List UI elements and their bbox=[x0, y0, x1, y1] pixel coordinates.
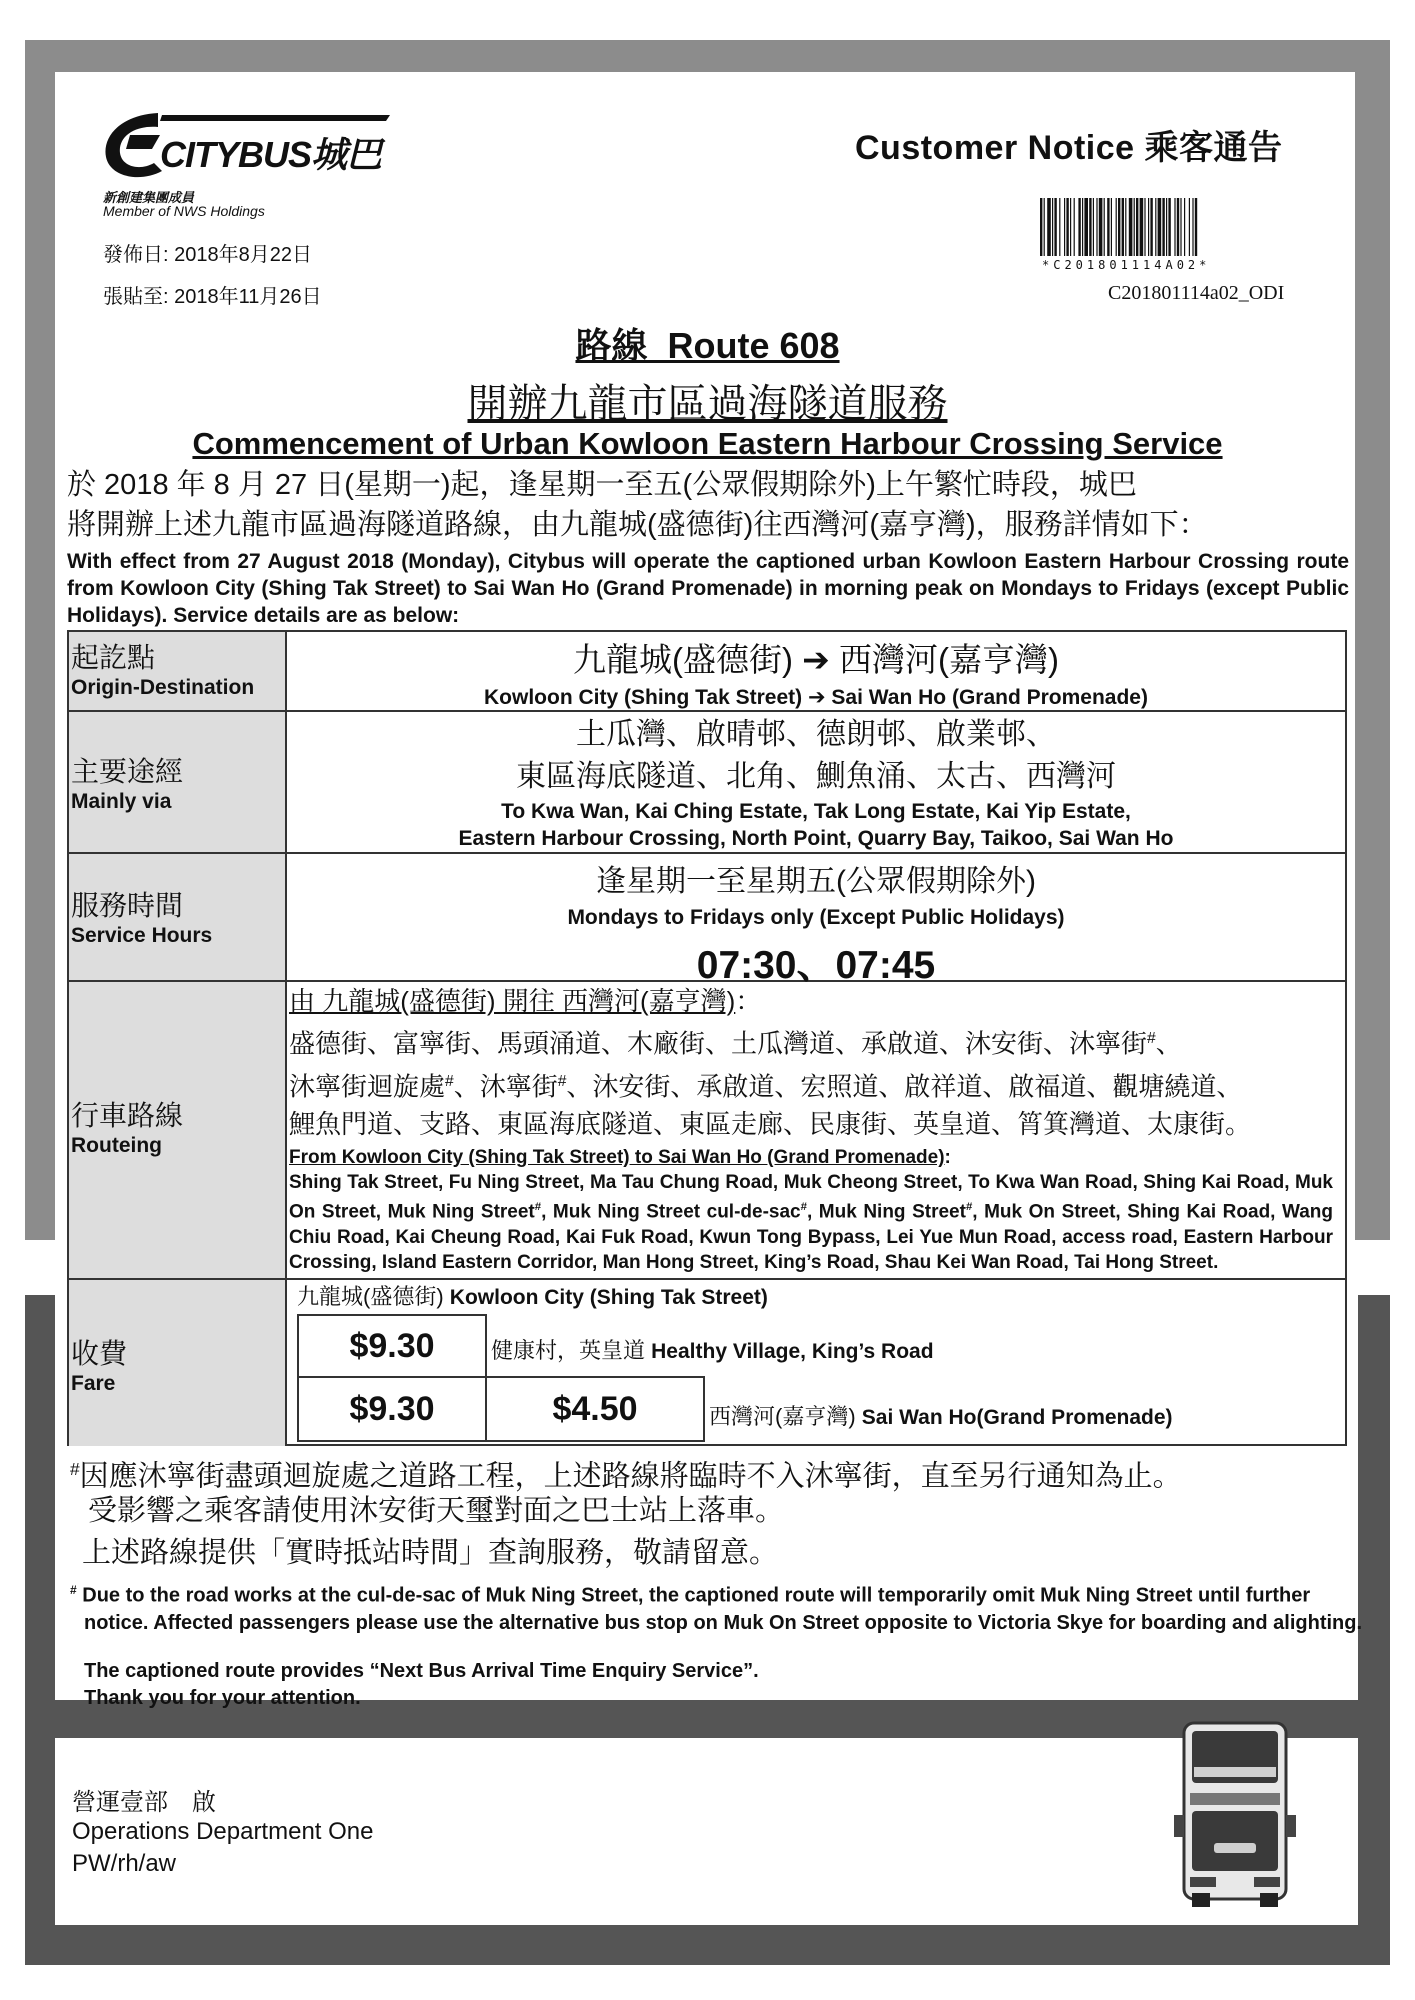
issue-date-line bbox=[103, 238, 312, 267]
note-en-line1 bbox=[70, 1577, 1369, 1637]
post-date: 2018年11月26日 bbox=[174, 286, 322, 308]
od-value-cn: 九龍城(盛德街) ➔ 西灣河(嘉亨灣) bbox=[573, 641, 1059, 678]
barcode-bar bbox=[1078, 198, 1080, 256]
barcode-bar bbox=[1140, 198, 1144, 256]
citybus-logo bbox=[100, 105, 390, 183]
frame-bottom-base bbox=[25, 1925, 1390, 1965]
barcode-bar bbox=[1047, 198, 1051, 256]
barcode-bar bbox=[1177, 198, 1179, 256]
barcode-bar bbox=[1093, 198, 1094, 256]
barcode-bar bbox=[1148, 198, 1149, 256]
note-cn1: 因應沐寧街盡頭迴旋處之道路工程，上述路線將臨時不入沐寧街，直至另行通知為止。 bbox=[79, 1460, 1182, 1493]
label-cn: 服務時間 bbox=[71, 890, 184, 921]
routeing-en-d: , Muk On Street, Shing Kai Road, Wang Chiu Road, Kai Cheung Road, Kai Fuk Road, Kwun Tong Bypass, Lei Yue Mun Road, access road, Eastern Harbour Crossing, Island Eastern Corridor, Man Hong Street, King’s Road, Shau Kei Wan Road, Tai Hong Street. bbox=[289, 1201, 1333, 1273]
routeing-en-body bbox=[289, 1170, 1345, 1274]
signature-dept-cn: 營運壹部 啟 bbox=[72, 1789, 216, 1816]
routeing-cn-heading-text: 由 九龍城(盛德街) 開往 西灣河(嘉亨灣) bbox=[289, 986, 736, 1016]
routeing-cn-line3: 鯉魚門道、支路、東區海底隧道、東區走廊、民康街、英皇道、筲箕灣道、太康街。 bbox=[289, 1109, 1252, 1140]
barcode-bar bbox=[1184, 198, 1185, 256]
barcode-bar bbox=[1168, 198, 1170, 256]
barcode-bar bbox=[1082, 198, 1083, 256]
reference-code: C201801114a02_ODI bbox=[1108, 282, 1285, 304]
barcode-bar bbox=[1044, 198, 1045, 256]
fare-box-1: $9.30 bbox=[297, 1314, 487, 1378]
routeing-cn-heading bbox=[289, 982, 1345, 1020]
barcode-bar bbox=[1118, 198, 1120, 256]
via-cn-line1: 土瓜灣、啟晴邨、德朗邨、啟業邨、 bbox=[576, 718, 1056, 751]
post-date-line bbox=[103, 280, 322, 309]
logo-wordmark: CITYBUS城巴 bbox=[160, 134, 382, 175]
via-en-line2: Eastern Harbour Crossing, North Point, Quarry Bay, Taikoo, Sai Wan Ho bbox=[458, 827, 1174, 850]
note-en-line2: The captioned route provides “Next Bus Arrival Time Enquiry Service”. bbox=[84, 1660, 759, 1682]
fare-stop2-en: Healthy Village, King’s Road bbox=[651, 1340, 934, 1363]
barcode-bar bbox=[1107, 198, 1109, 256]
notice-title: Customer Notice 乘客通告 bbox=[855, 129, 1283, 167]
fare-cell bbox=[287, 1280, 1345, 1446]
hash-mark: # bbox=[800, 1201, 807, 1214]
routeing-en-heading-text: From Kowloon City (Shing Tak Street) to Sai Wan Ho (Grand Promenade) bbox=[289, 1147, 945, 1169]
hours-en: Mondays to Fridays only (Except Public Holidays) bbox=[567, 906, 1065, 929]
barcode-bar bbox=[1084, 198, 1088, 256]
note-cn-line2: 受影響之乘客請使用沐安街天璽對面之巴士站上落車。 bbox=[88, 1495, 785, 1527]
hash-mark: # bbox=[965, 1201, 973, 1214]
service-title-en bbox=[0, 426, 1415, 462]
barcode-bar bbox=[1136, 198, 1138, 256]
barcode-bar bbox=[1040, 198, 1042, 256]
intro-cn-line2: 將開辦上述九龍市區過海隧道路線，由九龍城(盛德街)往西灣河(嘉亨灣)，服務詳情如下： bbox=[67, 509, 1208, 541]
service-table bbox=[67, 630, 1347, 1446]
barcode-icon bbox=[1040, 198, 1315, 258]
service-title-cn bbox=[0, 372, 1415, 429]
barcode-bar bbox=[1144, 198, 1145, 256]
post-label: 張貼至: bbox=[103, 286, 169, 308]
barcode-bar bbox=[1096, 198, 1097, 256]
note-cn-line3: 上述路線提供「實時抵站時間」查詢服務，敬請留意。 bbox=[82, 1537, 779, 1569]
fare-stop2-cn: 健康村，英皇道 bbox=[491, 1338, 646, 1363]
routeing-cn-l1b: 、 bbox=[1155, 1028, 1182, 1059]
barcode-bar bbox=[1158, 198, 1162, 256]
route-title bbox=[0, 318, 1415, 369]
member-cn: 新創建集團成員 bbox=[103, 190, 195, 205]
label-cn: 收費 bbox=[71, 1338, 128, 1369]
signature-dept-en: Operations Department One bbox=[72, 1818, 374, 1845]
hash-mark: # bbox=[70, 1583, 77, 1597]
frame-top bbox=[25, 40, 1390, 72]
barcode-bar bbox=[1189, 198, 1190, 256]
routeing-en-colon: : bbox=[944, 1147, 951, 1169]
hash-mark: # bbox=[557, 1072, 567, 1090]
row-origin-destination bbox=[69, 632, 1345, 712]
frame-right bbox=[1355, 40, 1390, 1240]
barcode-bar bbox=[1195, 198, 1197, 256]
note-en1: Due to the road works at the cul-de-sac of Muk Ning Street, the captioned route will temporarily omit Muk Ning Street until further notice. Affected passengers please use the alternative bus stop on Muk On Street opposite to Victoria Skye for boarding and alighting. bbox=[82, 1584, 1363, 1634]
label-en: Routeing bbox=[71, 1134, 162, 1157]
barcode-bar bbox=[1111, 198, 1112, 256]
row-service-hours bbox=[69, 854, 1345, 987]
barcode-bar bbox=[1052, 198, 1053, 256]
fare-box-2b: $4.50 bbox=[485, 1376, 705, 1442]
routeing-cn-line2 bbox=[289, 1063, 1345, 1106]
via-en-line1: To Kwa Wan, Kai Ching Estate, Tak Long Estate, Kai Yip Estate, bbox=[501, 800, 1131, 823]
route-title-text: 路線 Route 608 bbox=[575, 325, 840, 366]
barcode-bar bbox=[1192, 198, 1193, 256]
barcode-bar bbox=[1104, 198, 1105, 256]
barcode-bar bbox=[1150, 198, 1152, 256]
barcode-bar bbox=[1134, 198, 1135, 256]
departure-times: 07:30、07:45 bbox=[696, 944, 936, 987]
routeing-en-c: , Muk Ning Street bbox=[806, 1201, 966, 1223]
fare-stop1-en: Kowloon City (Shing Tak Street) bbox=[449, 1286, 768, 1309]
label-cn: 主要途經 bbox=[71, 756, 184, 787]
routeing-cn-l1a: 盛德街、富寧街、馬頭涌道、木廠街、土瓜灣道、承啟道、沐安街、沐寧街 bbox=[289, 1028, 1148, 1059]
frame-left-lower bbox=[25, 1295, 55, 1965]
label-service-hours bbox=[69, 854, 287, 980]
routeing-cell bbox=[287, 982, 1345, 1278]
signature-ref: PW/rh/aw bbox=[72, 1850, 177, 1877]
frame-left bbox=[25, 40, 55, 1240]
barcode-bar bbox=[1074, 198, 1075, 256]
routeing-en-a: Shing Tak Street, Fu Ning Street, Ma Tau Chung Road, Muk Cheong Street, To Kwa Wan Road, Shing Kai Road, Muk On Street, Muk Ning Street bbox=[289, 1172, 1333, 1223]
note-en-line3: Thank you for your attention. bbox=[84, 1687, 361, 1709]
hours-cell bbox=[287, 854, 1345, 987]
barcode-bar bbox=[1125, 198, 1126, 256]
fare-stop3 bbox=[709, 1400, 1173, 1431]
barcode-bar bbox=[1054, 198, 1056, 256]
barcode-bar bbox=[1089, 198, 1091, 256]
service-title-en-text: Commencement of Urban Kowloon Eastern Harbour Crossing Service bbox=[192, 426, 1223, 461]
barcode-bar bbox=[1180, 198, 1181, 256]
fare-stop1 bbox=[297, 1280, 768, 1311]
fare-stop1-cn: 九龍城(盛德街) bbox=[297, 1284, 444, 1309]
fare-box-2a: $9.30 bbox=[297, 1376, 487, 1442]
routeing-cn-l2b: 、沐寧街 bbox=[453, 1071, 558, 1102]
barcode-bar bbox=[1162, 198, 1164, 256]
barcode-bar bbox=[1129, 198, 1133, 256]
barcode-bar bbox=[1064, 198, 1065, 256]
barcode-bar bbox=[1070, 198, 1071, 256]
hash-mark: # bbox=[445, 1072, 454, 1090]
member-en: Member of NWS Holdings bbox=[103, 203, 265, 219]
routeing-cn-line1 bbox=[289, 1020, 1345, 1063]
label-cn: 行車路線 bbox=[71, 1100, 184, 1131]
label-fare bbox=[69, 1280, 287, 1446]
issue-label: 發佈日: bbox=[103, 244, 169, 266]
barcode-bar bbox=[1166, 198, 1167, 256]
barcode-bar bbox=[1066, 198, 1068, 256]
barcode-bar bbox=[1059, 198, 1060, 256]
row-fare bbox=[69, 1280, 1345, 1446]
fare-stop3-en: Sai Wan Ho(Grand Promenade) bbox=[861, 1406, 1173, 1429]
fare-stop2 bbox=[491, 1334, 934, 1365]
via-cn-line2: 東區海底隧道、北角、鰂魚涌、太古、西灣河 bbox=[516, 760, 1116, 793]
issue-date: 2018年8月22日 bbox=[174, 244, 312, 266]
hash-mark: # bbox=[1147, 1030, 1156, 1047]
intro-cn-line1: 於 2018 年 8 月 27 日(星期一)起，逢星期一至五(公眾假期除外)上午繁忙時段，城巴 bbox=[67, 469, 1137, 501]
routeing-cn-l2a: 沐寧街迴旋處 bbox=[289, 1071, 446, 1102]
fare-stop3-cn: 西灣河(嘉亨灣) bbox=[709, 1404, 856, 1429]
barcode-bar bbox=[1122, 198, 1124, 256]
label-routeing bbox=[69, 982, 287, 1278]
label-en: Service Hours bbox=[71, 924, 213, 947]
barcode-bar bbox=[1174, 198, 1175, 256]
od-value-en: Kowloon City (Shing Tak Street) ➔ Sai Wan Ho (Grand Promenade) bbox=[484, 686, 1148, 709]
routeing-cn-l2c: 、沐安街、承啟道、宏照道、啟祥道、啟福道、觀塘繞道、 bbox=[566, 1071, 1243, 1102]
od-cell bbox=[287, 632, 1345, 710]
hours-cn: 逢星期一至星期五(公眾假期除外) bbox=[596, 865, 1036, 898]
service-title-cn-text: 開辦九龍市區過海隧道服務 bbox=[467, 382, 948, 426]
via-cell bbox=[287, 712, 1345, 852]
row-mainly-via bbox=[69, 712, 1345, 854]
routeing-en-b: , Muk Ning Street cul-de-sac bbox=[541, 1201, 801, 1223]
label-cn: 起訖點 bbox=[71, 642, 156, 673]
hash-mark: # bbox=[70, 1459, 80, 1479]
routeing-en-heading bbox=[289, 1145, 1345, 1170]
routeing-cn-colon: ： bbox=[735, 986, 762, 1016]
double-decker-bus-icon bbox=[1170, 1715, 1300, 1910]
intro-en: With effect from 27 August 2018 (Monday), Citybus will operate the captioned urban Kowloon Eastern Harbour Crossing route from Kowloon City (Shing Tak Street) to Sai Wan Ho (Grand Promenade) in morning peak on Mondays to Fridays (except Public Holidays). Service details are as below: bbox=[67, 550, 1349, 627]
hash-mark: # bbox=[534, 1201, 542, 1214]
row-routeing bbox=[69, 982, 1345, 1280]
barcode-text: *C201801114A02* bbox=[1042, 258, 1211, 272]
label-mainly-via bbox=[69, 712, 287, 852]
barcode-bar bbox=[1116, 198, 1117, 256]
barcode-bar bbox=[1155, 198, 1156, 256]
barcode-bar bbox=[1099, 198, 1103, 256]
label-en: Origin-Destination bbox=[71, 676, 255, 699]
label-origin-destination bbox=[69, 632, 287, 710]
label-en: Fare bbox=[71, 1372, 116, 1395]
label-en: Mainly via bbox=[71, 790, 172, 813]
